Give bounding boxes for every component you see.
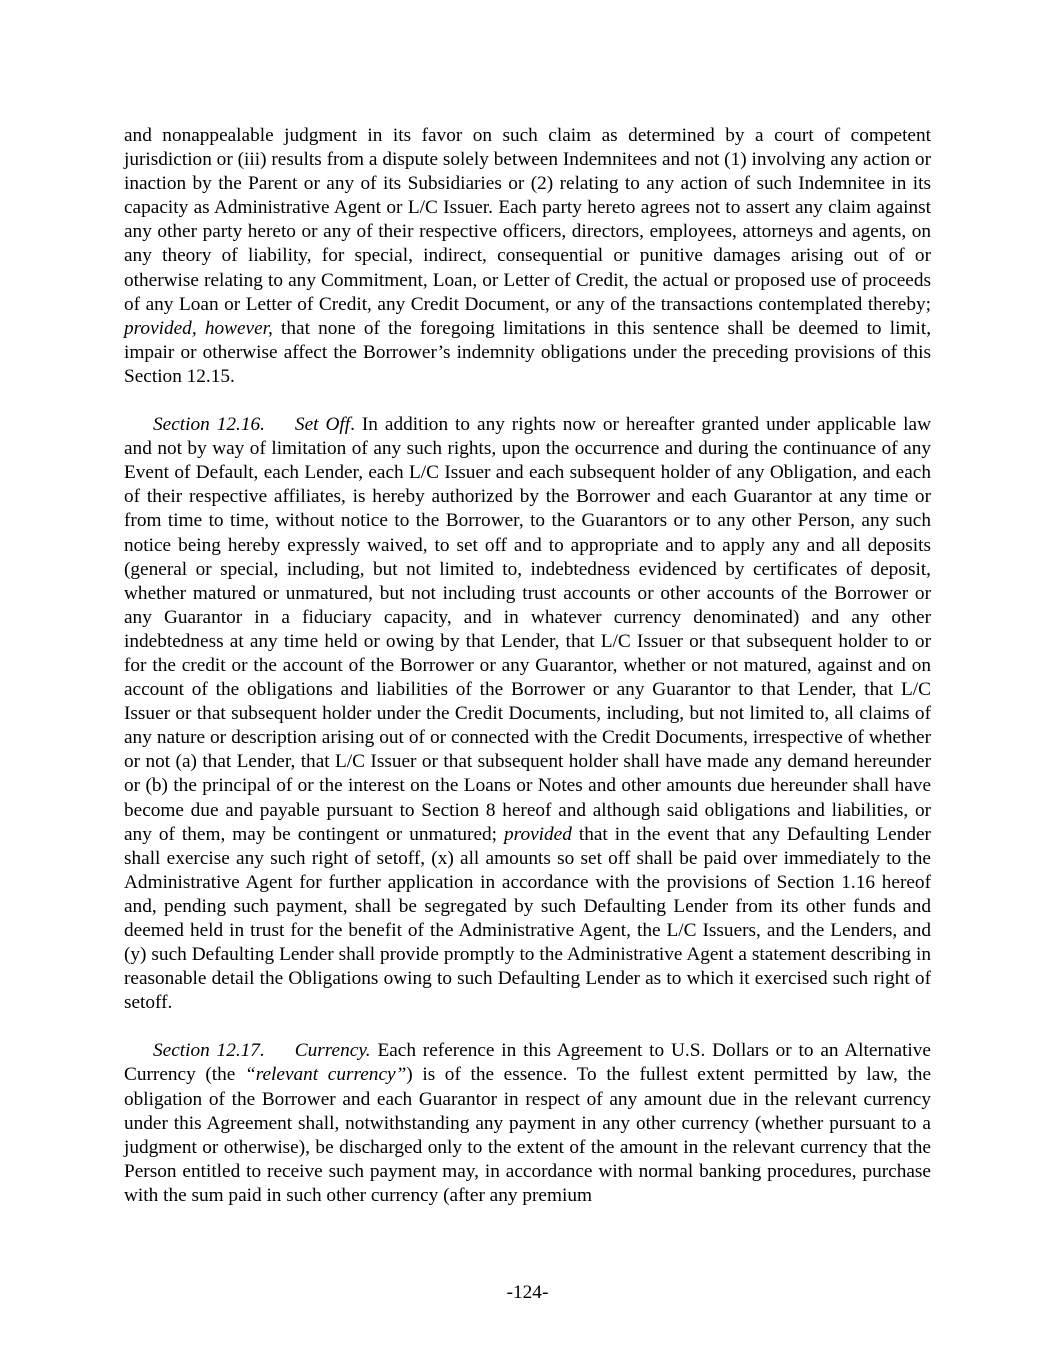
paragraph-indemnity-continuation xyxy=(124,124,931,389)
section-12-16-set-off xyxy=(124,413,931,1015)
paragraph-text: Each reference in this Agreement to U.S. Dollars or to an Alternative Currency (the xyxy=(124,1040,931,1086)
section-number: Section 12.16. xyxy=(153,414,265,436)
document-page xyxy=(124,124,931,1208)
italic-term: provided, however, xyxy=(124,317,273,339)
italic-term: provided xyxy=(504,823,572,845)
section-number: Section 12.17. xyxy=(153,1040,265,1062)
section-title: Currency. xyxy=(294,1040,371,1062)
section-title: Set Off xyxy=(294,414,351,436)
paragraph-text: that in the event that any Defaulting Lender shall exercise any such right of setoff, (x) all amounts so set off shall be paid over immediately to the Administrative Agent for further application in accordance with the provisions of Section 1.16 hereof and, pending such payment, shall be segregated by such Defaulting Lender from its other funds and deemed held in trust for the benefit of the Administrative Agent, the L/C Issuers, and the Lenders, and (y) such Defaulting Lender shall provide promptly to the Administrative Agent a statement describing in reasonable detail the Obligations owing to such Defaulting Lender as to which it exercised such right of setoff. xyxy=(124,823,931,1014)
italic-term: “relevant currency” xyxy=(244,1064,407,1086)
section-12-17-currency xyxy=(124,1039,931,1208)
page-number: -124- xyxy=(506,1282,549,1303)
section-title-punct: . xyxy=(350,414,355,436)
paragraph-text: that none of the foregoing limitations in this sentence shall be deemed to limit, impair or otherwise affect the Borrower’s indemnity obligations under the preceding provisions of this Section 12.15. xyxy=(124,317,932,387)
paragraph-text: ) is of the essence. To the fullest extent permitted by law, the obligation of the Borrower and each Guarantor in respect of any amount due in the relevant currency under this Agreement shall, notwithstanding any payment in any other currency (whether pursuant to a judgment or otherwise), be discharged only to the extent of the amount in the relevant currency that the Person entitled to receive such payment may, in accordance with normal banking procedures, purchase with the sum paid in such other currency (after any premium xyxy=(124,1064,932,1206)
paragraph-text: and nonappealable judgment in its favor on such claim as determined by a court of competent jurisdiction or (iii) results from a dispute solely between Indemnitees and not (1) involving any action or inaction by the Parent or any of its Subsidiaries or (2) relating to any action of such Indemnitee in its capacity as Administrative Agent or L/C Issuer. Each party hereto agrees not to assert any claim against any other party hereto or any of their respective officers, directors, employees, attorneys and agents, on any theory of liability, for special, indirect, consequential or punitive damages arising out of or otherwise relating to any Commitment, Loan, or Letter of Credit, the actual or proposed use of proceeds of any Loan or Letter of Credit, any Credit Document, or any of the transactions contemplated thereby; xyxy=(124,125,931,315)
paragraph-text: In addition to any rights now or hereafter granted under applicable law and not by way of limitation of any such rights, upon the occurrence and during the continuance of any Event of Default, each Lender, each L/C Issuer and each subsequent holder of any Obligation, and each of their respective affiliates, is hereby authorized by the Borrower and each Guarantor at any time or from time to time, without notice to the Borrower, to the Guarantors or to any other Person, any such notice being hereby expressly waived, to set off and to appropriate and to apply any and all deposits (general or special, including, but not limited to, indebtedness evidenced by certificates of deposit, whether matured or unmatured, but not including trust accounts or other accounts of the Borrower or any Guarantor in a fiduciary capacity, and in whatever currency denominated) and any other indebtedness at any time held or owing by that Lender, that L/C Issuer or that subsequent holder to or for the credit or the account of the Borrower or any Guarantor, whether or not matured, against and on account of the obligations and liabilities of the Borrower or any Guarantor to that Lender, that L/C Issuer or that subsequent holder under the Credit Documents, including, but not limited to, all claims of any nature or description arising out of or connected with the Credit Documents, irrespective of whether or not (a) that Lender, that L/C Issuer or that subsequent holder shall have made any demand hereunder or (b) the principal of or the interest on the Loans or Notes and other amounts due hereunder shall have become due and payable pursuant to Section 8 hereof and although said obligations and liabilities, or any of them, may be contingent or unmatured; xyxy=(124,414,931,845)
